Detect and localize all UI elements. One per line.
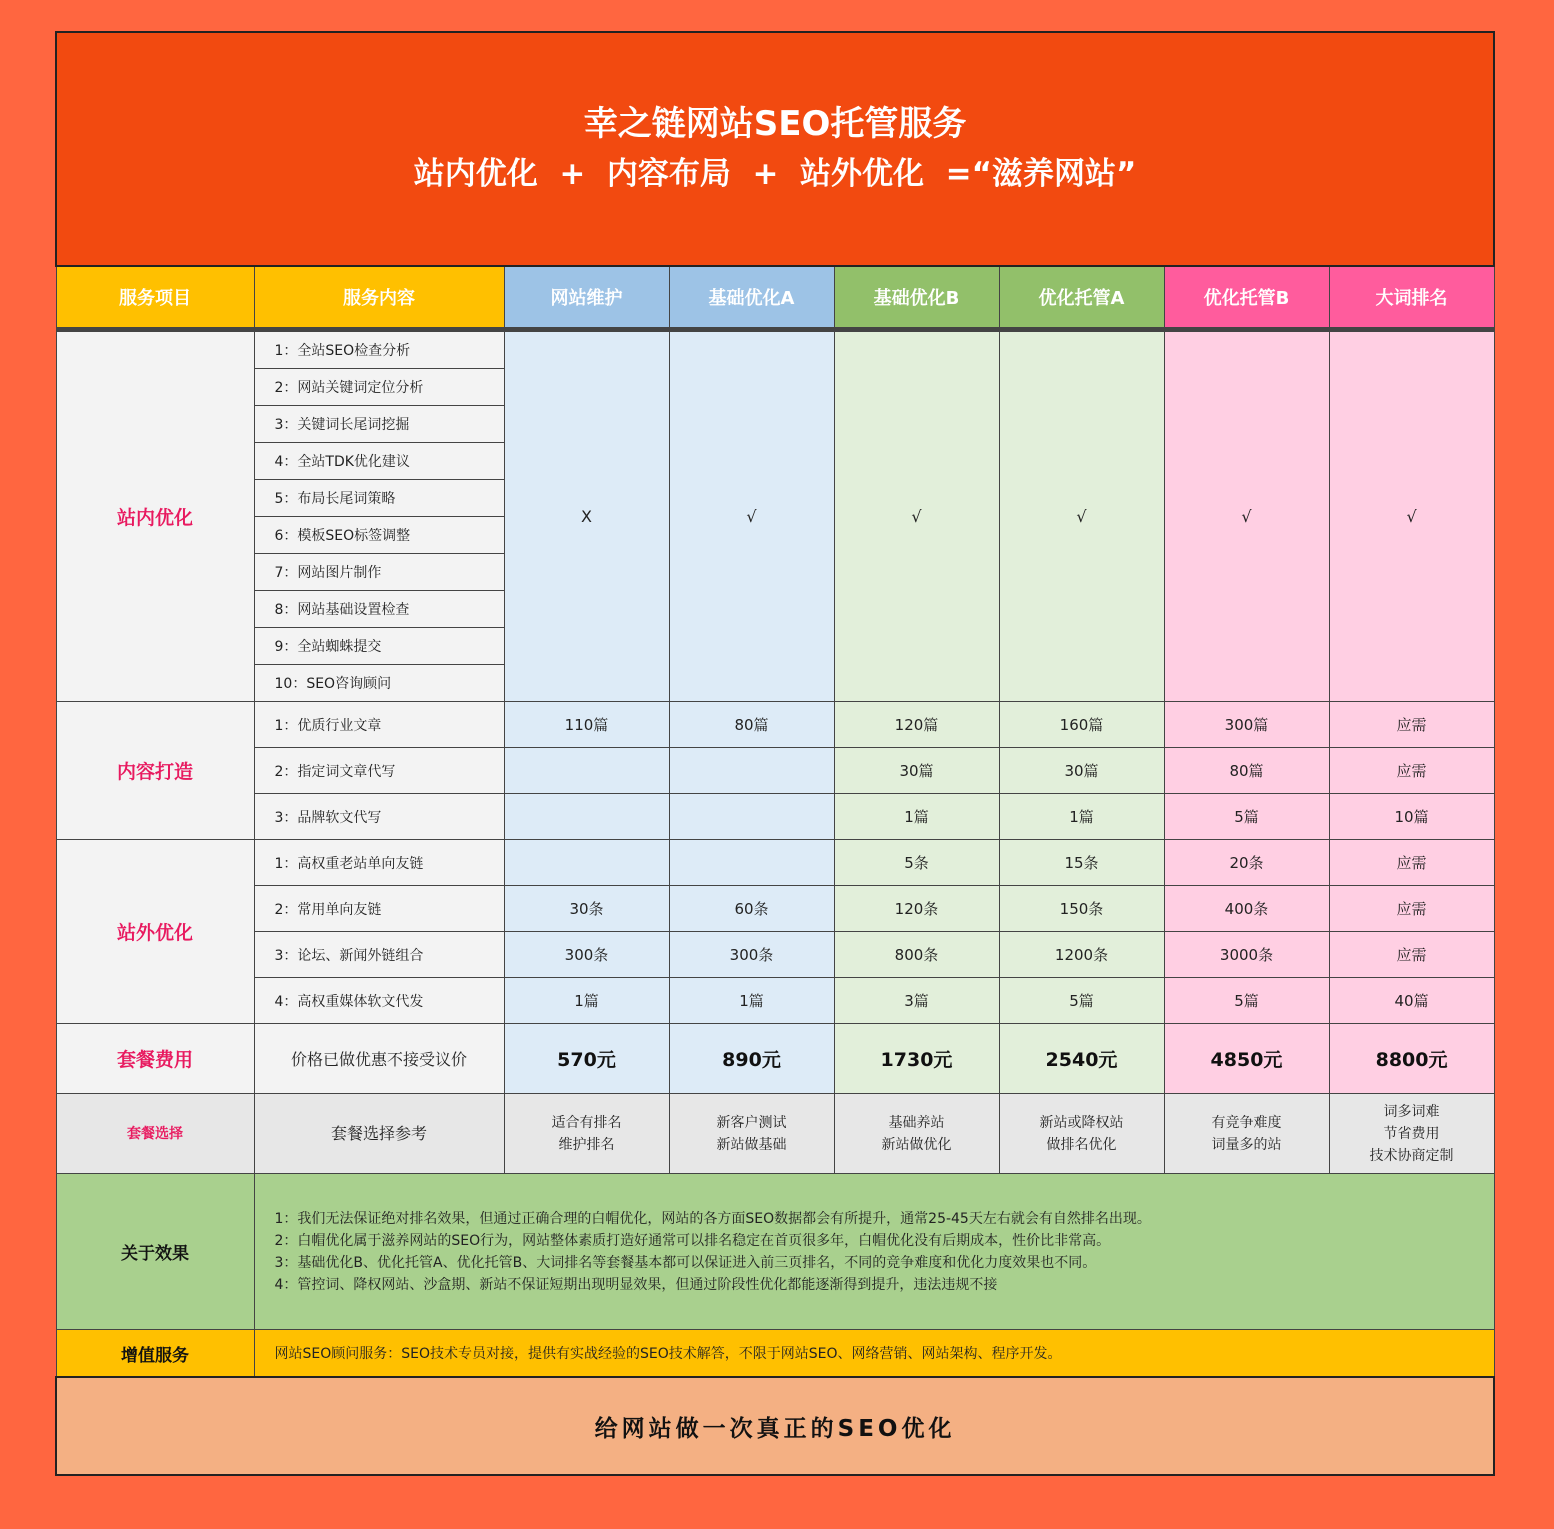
header-plan: 基础优化B [834,266,999,330]
section-label-offsite: 站外优化 [56,840,254,1024]
choose-note: 套餐选择参考 [254,1094,504,1174]
service-item: 4：全站TDK优化建议 [254,443,504,480]
service-item: 10：SEO咨询顾问 [254,665,504,702]
plan-value: 3000条 [1164,932,1329,978]
plan-value: 60条 [669,886,834,932]
header-plan: 大词排名 [1329,266,1494,330]
plan-value [669,794,834,840]
plan-value: 80篇 [1164,748,1329,794]
section-label-choose: 套餐选择 [56,1094,254,1174]
plan-value: 300条 [504,932,669,978]
plan-value: 5条 [834,840,999,886]
plan-price: 8800元 [1329,1024,1494,1094]
plan-price: 570元 [504,1024,669,1094]
plan-mark: √ [1164,330,1329,702]
plan-value [669,840,834,886]
plan-value: 1篇 [669,978,834,1024]
plan-value: 1篇 [999,794,1164,840]
service-item: 7：网站图片制作 [254,554,504,591]
plan-value: 20条 [1164,840,1329,886]
header-plan: 优化托管B [1164,266,1329,330]
service-item: 4：高权重媒体软文代发 [254,978,504,1024]
plan-mark: √ [1329,330,1494,702]
service-item: 2：常用单向友链 [254,886,504,932]
plan-mark: √ [834,330,999,702]
service-item: 9：全站蜘蛛提交 [254,628,504,665]
value-added-label: 增值服务 [56,1330,254,1378]
plan-recommendation: 有竞争难度 词量多的站 [1164,1094,1329,1174]
plan-value: 应需 [1329,702,1494,748]
effect-line: 3：基础优化B、优化托管A、优化托管B、大词排名等套餐基本都可以保证进入前三页排名，不同的竞争难度和优化力度效果也不同。 [274,1254,1097,1271]
price-note: 价格已做优惠不接受议价 [254,1024,504,1094]
plan-value: 120条 [834,886,999,932]
service-item: 5：布局长尾词策略 [254,480,504,517]
plan-value: 300篇 [1164,702,1329,748]
seo-pricing-table [55,31,1495,1476]
service-item: 2：网站关键词定位分析 [254,369,504,406]
plan-value: 应需 [1329,840,1494,886]
service-item: 3：品牌软文代写 [254,794,504,840]
plan-value: 400条 [1164,886,1329,932]
service-item: 2：指定词文章代写 [254,748,504,794]
plan-value [504,748,669,794]
plan-value: 110篇 [504,702,669,748]
page-subtitle: 站内优化 + 内容布局 + 站外优化 =“滋养网站” [413,156,1137,192]
effect-line: 4：管控词、降权网站、沙盒期、新站不保证短期出现明显效果，但通过阶段性优化都能逐渐得到提升，违法违规不接 [274,1276,998,1293]
header-plan: 优化托管A [999,266,1164,330]
header-service-item: 服务项目 [56,266,254,330]
service-item: 1：优质行业文章 [254,702,504,748]
plan-price: 4850元 [1164,1024,1329,1094]
section-label-price: 套餐费用 [56,1024,254,1094]
plan-recommendation: 词多词难 节省费用 技术协商定制 [1329,1094,1494,1174]
plan-value: 150条 [999,886,1164,932]
plan-value: 应需 [1329,886,1494,932]
plan-value [504,840,669,886]
plan-value [504,794,669,840]
plan-value: 30篇 [834,748,999,794]
header-row [56,266,1494,330]
plan-value: 应需 [1329,748,1494,794]
effect-label: 关于效果 [56,1174,254,1330]
footer-slogan: 给网站做一次真正的SEO优化 [56,1377,1494,1475]
plan-value: 5篇 [1164,978,1329,1024]
effect-line: 2：白帽优化属于滋养网站的SEO行为，网站整体素质打造好通常可以排名稳定在首页很多年，白帽优化没有后期成本，性价比非常高。 [274,1232,1111,1249]
section-label-onsite: 站内优化 [56,330,254,702]
plan-value: 应需 [1329,932,1494,978]
plan-value: 15条 [999,840,1164,886]
header-plan: 网站维护 [504,266,669,330]
effect-line: 1：我们无法保证绝对排名效果，但通过正确合理的白帽优化，网站的各方面SEO数据都会有所提升，通常25-45天左右就会有自然排名出现。 [274,1210,1151,1227]
plan-value: 10篇 [1329,794,1494,840]
plan-value: 30条 [504,886,669,932]
effect-text [254,1174,1494,1330]
page-title: 幸之链网站SEO托管服务 [583,104,967,144]
plan-recommendation: 适合有排名 维护排名 [504,1094,669,1174]
hero-banner [56,32,1494,266]
plan-value: 80篇 [669,702,834,748]
plan-mark: X [504,330,669,702]
service-item: 1：全站SEO检查分析 [254,330,504,369]
service-item: 6：模板SEO标签调整 [254,517,504,554]
plan-value: 120篇 [834,702,999,748]
service-item: 3：论坛、新闻外链组合 [254,932,504,978]
plan-price: 1730元 [834,1024,999,1094]
plan-value: 800条 [834,932,999,978]
plan-value: 1篇 [504,978,669,1024]
plan-value [669,748,834,794]
plan-mark: √ [669,330,834,702]
plan-value: 300条 [669,932,834,978]
plan-recommendation: 新站或降权站 做排名优化 [999,1094,1164,1174]
service-item: 8：网站基础设置检查 [254,591,504,628]
section-label-content: 内容打造 [56,702,254,840]
plan-price: 890元 [669,1024,834,1094]
plan-value: 1篇 [834,794,999,840]
plan-value: 3篇 [834,978,999,1024]
header-plan: 基础优化A [669,266,834,330]
plan-value: 40篇 [1329,978,1494,1024]
plan-value: 30篇 [999,748,1164,794]
plan-value: 160篇 [999,702,1164,748]
value-added-text: 网站SEO顾问服务：SEO技术专员对接，提供有实战经验的SEO技术解答，不限于网站SEO、网络营销、网站架构、程序开发。 [254,1330,1494,1378]
plan-value: 5篇 [1164,794,1329,840]
header-service-content: 服务内容 [254,266,504,330]
plan-mark: √ [999,330,1164,702]
plan-value: 5篇 [999,978,1164,1024]
service-item: 3：关键词长尾词挖掘 [254,406,504,443]
service-item: 1：高权重老站单向友链 [254,840,504,886]
plan-value: 1200条 [999,932,1164,978]
plan-recommendation: 新客户测试 新站做基础 [669,1094,834,1174]
plan-recommendation: 基础养站 新站做优化 [834,1094,999,1174]
plan-price: 2540元 [999,1024,1164,1094]
